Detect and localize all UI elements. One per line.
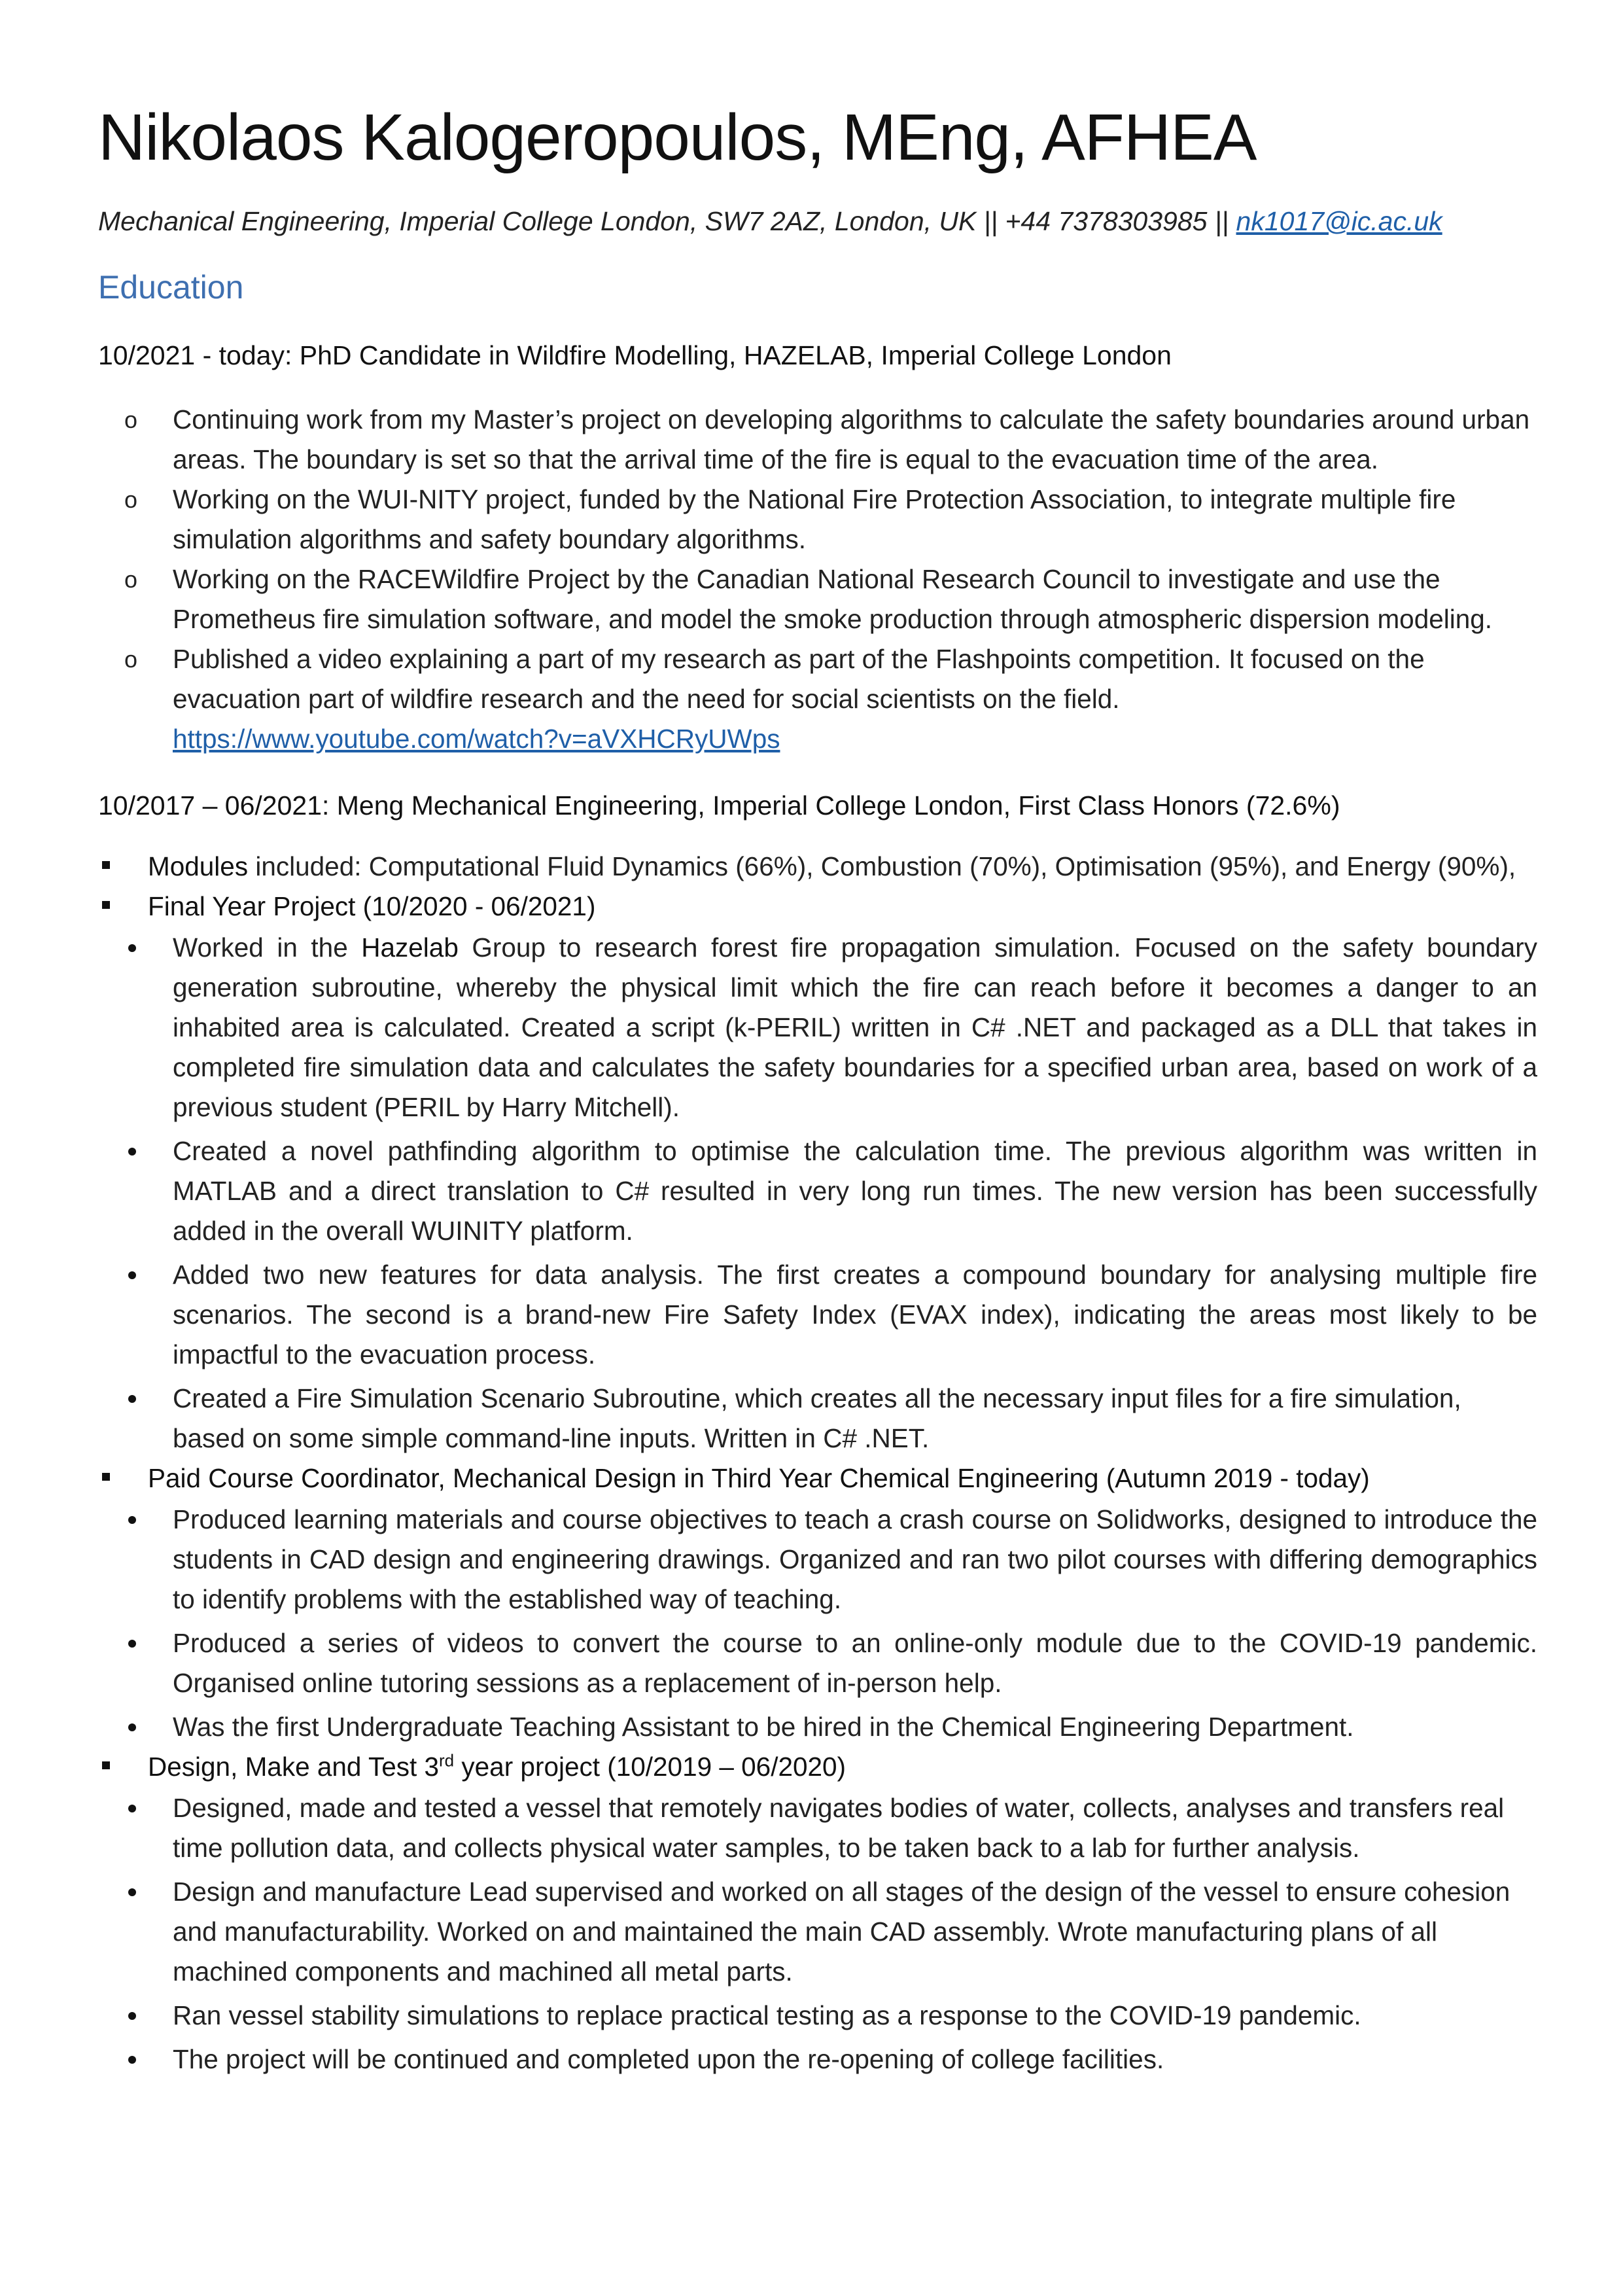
meng-entry-title: 10/2017 – 06/2021: Meng Mechanical Engineering, Imperial College London, First Class Honors (72.6%) xyxy=(98,790,1340,821)
cv-page xyxy=(98,98,1537,2079)
bullet-dot-icon xyxy=(128,1271,136,1279)
phd-entry-title: 10/2021 - today: PhD Candidate in Wildfire Modelling, HAZELAB, Imperial College London xyxy=(98,340,1172,371)
list-item: o Working on the RACEWildfire Project by the Canadian National Research Council to investigate and use the Prometheus fire simulation software, and model the smoke production through atmospheric dispersion modeling. xyxy=(124,563,1493,634)
square-bullet-icon xyxy=(102,1761,110,1769)
bullet-dot-icon xyxy=(128,2012,136,2020)
section-title-education: Education xyxy=(98,269,244,306)
phd-bullets xyxy=(98,400,1537,759)
list-item: Ran vessel stability simulations to replace practical testing as a response to the COVID-19 pandemic. xyxy=(98,1996,1537,2036)
dmt-item: Design, Make and Test 3rd year project (10/2019 – 06/2020) xyxy=(98,1747,1537,1787)
list-item: o Continuing work from my Master’s project on developing algorithms to calculate the safety boundaries around urban areas. The boundary is set so that the arrival time of the fire is equal to the evacuation time of the area. xyxy=(124,404,1530,474)
square-bullet-icon xyxy=(102,901,110,909)
list-item: The project will be continued and completed upon the re-opening of college facilities. xyxy=(98,2040,1537,2079)
list-item: o Published a video explaining a part of my research as part of the Flashpoints competition. It focused on the evacuation part of wildfire research and the need for social scientists on the field. https://www.youtube.com/watch?v=aVXHCRyUWps xyxy=(124,643,1425,754)
bullet-dot-icon xyxy=(128,2056,136,2064)
list-item: Design and manufacture Lead supervised and worked on all stages of the design of the vessel to ensure cohesion and manufacturability. Worked on and maintained the main CAD assembly. Wrote manufacturing plans of all machined components and machined all metal parts. xyxy=(98,1872,1537,1992)
list-item: Added two new features for data analysis. The first creates a compound boundary for analysing multiple fire scenarios. The second is a brand-new Fire Safety Index (EVAX index), indicating the areas most likely to be impactful to the evacuation process. xyxy=(98,1255,1537,1375)
bullet-dot-icon xyxy=(128,1888,136,1896)
bullet-dot-icon xyxy=(128,1640,136,1648)
list-item: Produced a series of videos to convert the course to an online-only module due to the COVID-19 pandemic. Organised online tutoring sessions as a replacement of in-person help. xyxy=(98,1623,1537,1703)
bullet-dot-icon xyxy=(128,1723,136,1731)
modules-item: Modules included: Computational Fluid Dynamics (66%), Combustion (70%), Optimisation (95%), and Energy (90%), xyxy=(98,847,1537,887)
list-item: o Working on the WUI-NITY project, funded by the National Fire Protection Association, to integrate multiple fire simulation algorithms and safety boundary algorithms. xyxy=(124,484,1456,554)
bullet-dot-icon xyxy=(128,944,136,952)
cv-name: Nikolaos Kalogeropoulos, MEng, AFHEA xyxy=(98,101,1257,174)
bullet-dot-icon xyxy=(128,1516,136,1524)
coordinator-bullets xyxy=(98,1500,1537,1747)
list-item: Produced learning materials and course objectives to teach a crash course on Solidworks, designed to introduce the students in CAD design and engineering drawings. Organized and ran two pilot courses with differing demographics to identify problems with the established way of teaching. xyxy=(98,1500,1537,1619)
square-bullet-icon xyxy=(102,861,110,869)
bullet-dot-icon xyxy=(128,1805,136,1812)
coordinator-item: Paid Course Coordinator, Mechanical Design in Third Year Chemical Engineering (Autumn 2019 - today) xyxy=(98,1458,1537,1498)
list-item: Created a Fire Simulation Scenario Subroutine, which creates all the necessary input files for a fire simulation, based on some simple command-line inputs. Written in C# .NET. xyxy=(98,1379,1537,1458)
list-item: Created a novel pathfinding algorithm to optimise the calculation time. The previous algorithm was written in MATLAB and a direct translation to C# resulted in very long run times. The new version has been successfully added in the overall WUINITY platform. xyxy=(98,1131,1537,1251)
square-bullet-icon xyxy=(102,1473,110,1481)
meng-items xyxy=(98,847,1537,927)
bullet-dot-icon xyxy=(128,1148,136,1156)
list-item: Worked in the Hazelab Group to research forest fire propagation simulation. Focused on the safety boundary generation subroutine, whereby the physical limit which the fire can reach before it becomes a danger to an inhabited area is calculated. Created a script (k-PERIL) written in C# .NET and packaged as a DLL that takes in completed fire simulation data and calculates the safety boundaries for a specified urban area, based on work of a previous student (PERIL by Harry Mitchell). xyxy=(98,928,1537,1127)
dmt-item-list xyxy=(98,1747,1537,1787)
list-item: Was the first Undergraduate Teaching Assistant to be hired in the Chemical Engineering Department. xyxy=(98,1707,1537,1747)
youtube-video-link[interactable]: https://www.youtube.com/watch?v=aVXHCRyUWps xyxy=(173,723,780,754)
list-item: Designed, made and tested a vessel that remotely navigates bodies of water, collects, analyses and transfers real time pollution data, and collects physical water samples, to be taken back to a lab for further analysis. xyxy=(98,1788,1537,1868)
final-year-project-item: Final Year Project (10/2020 - 06/2021) xyxy=(98,887,1537,927)
bullet-dot-icon xyxy=(128,1395,136,1403)
dmt-bullets xyxy=(98,1788,1537,2079)
fyp-bullets xyxy=(98,928,1537,1458)
email-link[interactable]: nk1017@ic.ac.uk xyxy=(1236,206,1442,236)
contact-line xyxy=(98,204,1537,239)
coordinator-item-list xyxy=(98,1458,1537,1498)
contact-text: Mechanical Engineering, Imperial College London, SW7 2AZ, London, UK || +44 7378303985 || xyxy=(98,206,1236,236)
